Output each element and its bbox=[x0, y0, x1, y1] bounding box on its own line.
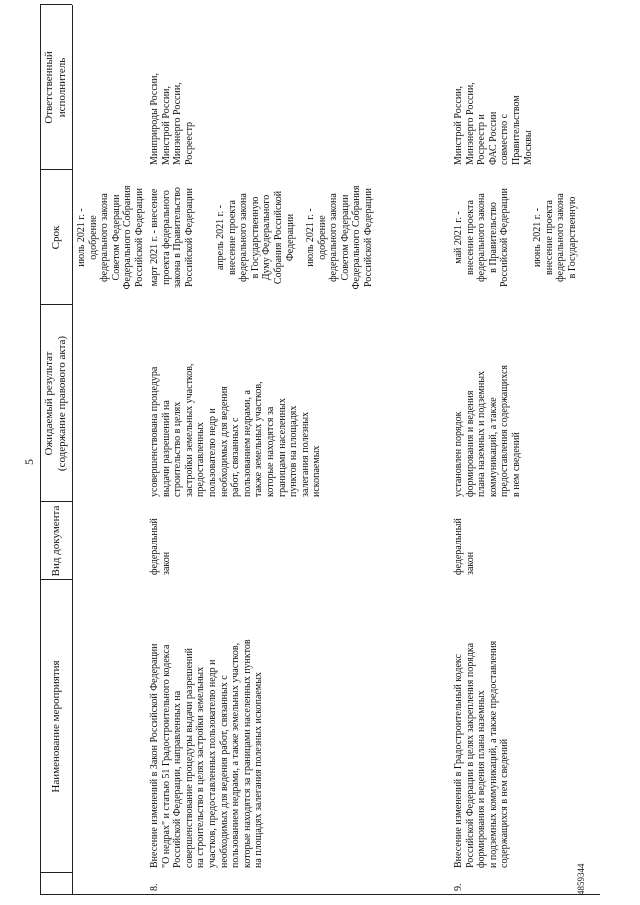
page-number: 5 bbox=[22, 459, 36, 465]
row-9-deadline-1: май 2021 г. - внесение проекта федерального закона в Правительство Российской Федерации bbox=[453, 188, 511, 288]
row-8-responsible: Минприроды России, Минстрой России, Минэнерго России, Росреестр bbox=[149, 73, 195, 165]
header-doc-type: Вид документа bbox=[50, 505, 62, 577]
document-id: 4859344 bbox=[576, 863, 586, 895]
table-top-rule bbox=[40, 5, 41, 895]
row-8-deadline-3: июль 2021 г. - одобрение федерального закона Советом Федерации Федерального Собрания Российской Федерации bbox=[305, 185, 374, 290]
row-9-deadline-2: июнь 2021 г. - внесение проекта федерального закона в Государственную bbox=[532, 193, 578, 282]
header-deadline: Срок bbox=[50, 225, 62, 250]
row-9-name: Внесение изменений в Градостроительный кодекс Российской Федерации в целях закрепления порядка формирования и ведения плана наземных и подземных коммуникаций, а также предоставления содержащихся в нем сведений bbox=[453, 640, 511, 868]
header-responsible: Ответственный исполнитель bbox=[43, 51, 68, 124]
row-9-doc-type: федеральный закон bbox=[453, 518, 476, 575]
row-8-number: 8. bbox=[149, 883, 160, 891]
row-8-result: усовершенствована процедура выдачи разрешений на строительство в целях застройки земельных участков, предоставленных пользователю недр и необходимых для ведения работ, связанных с пользованием недрами, а также земельных участков, которые находятся за границами населенных пунктов на площадях залегания полезных ископаемых bbox=[149, 363, 323, 497]
header-name: Наименование мероприятия bbox=[50, 660, 62, 793]
row-8-deadline-2: апрель 2021 г. - внесение проекта федерального закона в Государственную Думу Федерального Собрания Российской Федерации bbox=[215, 190, 296, 285]
row-9-result: установлен порядок формирования и ведения плана наземных и подземных коммуникаций, а также предоставления содержащихся в нем сведений bbox=[453, 364, 522, 497]
row-8-deadline-1: март 2021 г. - внесение проекта федерального закона в Правительство Российской Федерации bbox=[149, 187, 195, 288]
row-8-name: Внесение изменений в Закон Российской Федерации "О недрах" и статью 51 Градостроительного кодекса Российской Федерации, направленных на совершенствование процедуры выдачи разрешений на строительство в целях застройки земельных участков, предоставленных пользователю недр и необходимых для ведения работ, связанных с пользованием недрами, а также земельных участков, которые находятся за границами населенных пунктов на площадях залегания полезных ископаемых bbox=[149, 639, 265, 868]
header-bottom-rule bbox=[72, 5, 73, 895]
row-8-doc-type: федеральный закон bbox=[149, 518, 172, 575]
row-9-number: 9. bbox=[453, 883, 464, 891]
header-result: Ожидаемый результат (содержание правового акта) bbox=[43, 335, 68, 472]
continued-deadline: июль 2021 г. - одобрение федерального закона Советом Федерации Федерального Собрания Российской Федерации bbox=[76, 185, 145, 290]
column-divider bbox=[40, 894, 600, 895]
row-9-responsible: Минстрой России, Минэнерго России, Росреестр и ФАС России совместно с Правительством Москвы bbox=[453, 82, 534, 165]
